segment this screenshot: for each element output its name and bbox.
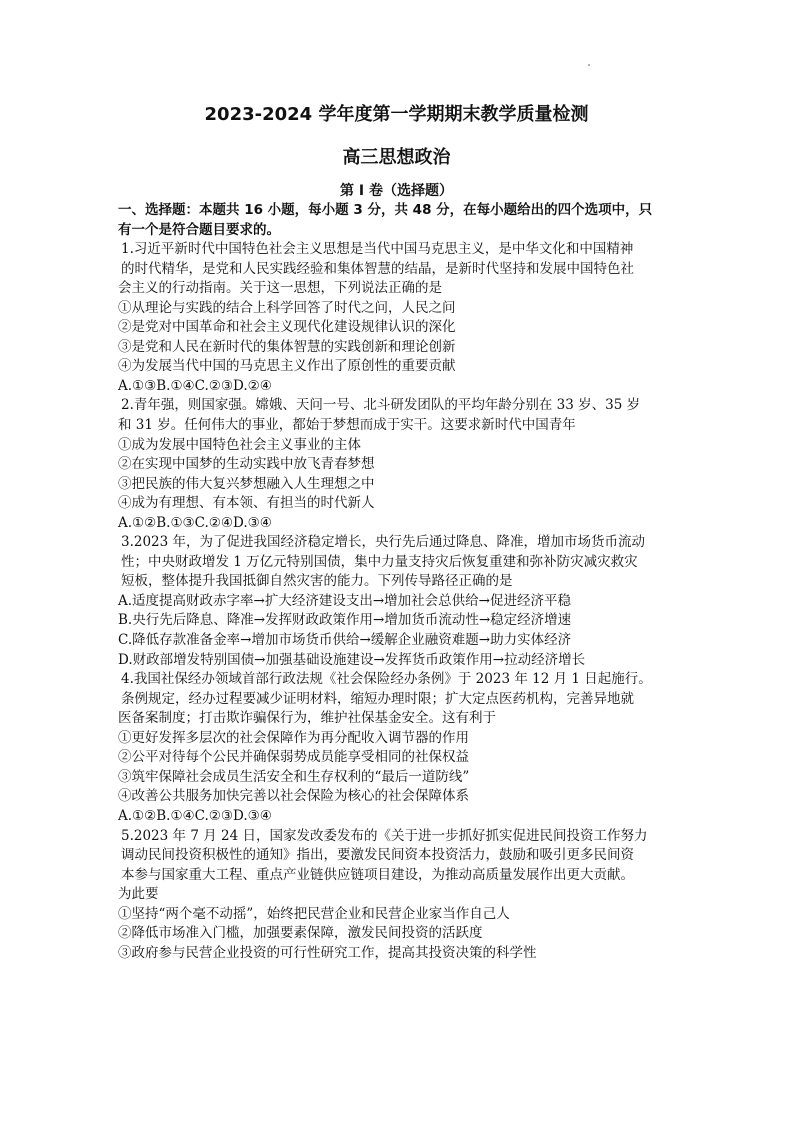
option-line: ②降低市场准入门槛，加强要素保障，激发民间投资的活跃度: [118, 925, 483, 942]
text-line: 4.我国社保经办领域首部行政法规《社会保险经办条例》于 2023 年 12 月 1 日起施行。: [121, 671, 652, 688]
subject-title: 高三思想政治: [342, 147, 451, 168]
option-line: B.央行先后降息、降准→发挥财政政策作用→增加货币流动性→稳定经济增速: [118, 612, 572, 629]
option-line: ③是党和人民在新时代的集体智慧的实践创新和理论创新: [118, 338, 456, 355]
scan-speck: [588, 64, 590, 66]
option-line: ④为发展当代中国的马克思主义作出了原创性的重要贡献: [118, 358, 456, 375]
option-line: ③政府参与民营企业投资的可行性研究工作，提高其投资决策的科学性: [118, 944, 537, 961]
option-line: ①成为发展中国特色社会主义事业的主体: [118, 436, 361, 453]
option-line: ②公平对待每个公民并确保弱势成员能享受相同的社保权益: [118, 749, 469, 766]
text-line: 1.习近平新时代中国特色社会主义思想是当代中国马克思主义，是中华文化和中国精神: [121, 241, 634, 258]
text-line: 的时代精华，是党和人民实践经验和集体智慧的结晶，是新时代坚持和发展中国特色社: [121, 260, 634, 277]
text-line: 条例规定，经办过程要减少证明材料，缩短办理时限；扩大定点医药机构，完善异地就: [121, 690, 634, 707]
exam-title: 2023-2024 学年度第一学期期末教学质量检测: [204, 104, 589, 125]
answer-choices: A.①③B.①④C.②③D.②④: [118, 377, 272, 394]
text-line: 调动民间投资积极性的通知》指出，要激发民间资本投资活力，鼓励和吸引更多民间资: [121, 847, 634, 864]
option-line: C.降低存款准备金率→增加市场货币供给→缓解企业融资难题→助力实体经济: [118, 632, 572, 649]
option-line: ④改善公共服务加快完善以社会保险为核心的社会保障体系: [118, 788, 469, 805]
text-line: 短板，整体提升我国抵御自然灾害的能力。下列传导路径正确的是: [121, 573, 513, 590]
text-line: 2.青年强，则国家强。嫦娥、天问一号、北斗研发团队的平均年龄分别在 33 岁、35 岁: [121, 397, 641, 414]
answer-choices: A.①②B.①④C.②③D.③④: [118, 807, 272, 824]
option-line: ①更好发挥多层次的社会保障作为再分配收入调节器的作用: [118, 729, 469, 746]
section-heading: 一、选择题：本题共 16 小题，每小题 3 分，共 48 分，在每小题给出的四个选项中，只: [118, 202, 653, 218]
text-line: 为此要: [118, 886, 159, 903]
option-line: A.适度提高财政赤字率→扩大经济建设支出→增加社会总供给→促进经济平稳: [118, 592, 571, 609]
text-line: 5.2023 年 7 月 24 日，国家发改委发布的《关于进一步抓好抓实促进民间投资工作努力: [121, 827, 648, 844]
option-line: ①坚持“两个毫不动摇”，始终把民营企业和民营企业家当作自己人: [118, 905, 510, 922]
question-body: [118, 201, 680, 963]
option-line: ③把民族的伟大复兴梦想融入人生理想之中: [118, 475, 375, 492]
text-line: 3.2023 年，为了促进我国经济稳定增长，央行先后通过降息、降准，增加市场货币流动: [121, 534, 646, 551]
option-line: ③筑牢保障社会成员生活安全和生存权利的“最后一道防线”: [118, 768, 470, 785]
text-line: 和 31 岁。任何伟大的事业，都始于梦想而成于实干。这要求新时代中国青年: [118, 417, 576, 434]
option-line: ②在实现中国梦的生动实践中放飞青春梦想: [118, 456, 375, 473]
answer-choices: A.①②B.①③C.②④D.③④: [118, 514, 272, 531]
text-line: 性；中央财政增发 1 万亿元特别国债，集中力量支持灾后恢复重建和弥补防灾减灾救灾: [121, 553, 638, 570]
section-heading-cont: 有一个是符合题目要求的。: [118, 221, 280, 238]
text-line: 本参与国家重大工程、重点产业链供应链项目建设，为推动高质量发展作出更大贡献。: [121, 866, 634, 883]
option-line: ①从理论与实践的结合上科学回答了时代之问，人民之问: [118, 299, 456, 316]
text-line: 医备案制度；打击欺诈骗保行为，维护社保基金安全。这有利于: [118, 710, 496, 727]
option-line: ④成为有理想、有本领、有担当的时代新人: [118, 495, 375, 512]
text-line: 会主义的行动指南。关于这一思想，下列说法正确的是: [118, 280, 442, 297]
part-title: 第 I 卷（选择题）: [340, 183, 453, 199]
option-line: D.财政部增发特别国债→加强基础设施建设→发挥货币政策作用→拉动经济增长: [118, 651, 586, 668]
option-line: ②是党对中国革命和社会主义现代化建设规律认识的深化: [118, 319, 456, 336]
